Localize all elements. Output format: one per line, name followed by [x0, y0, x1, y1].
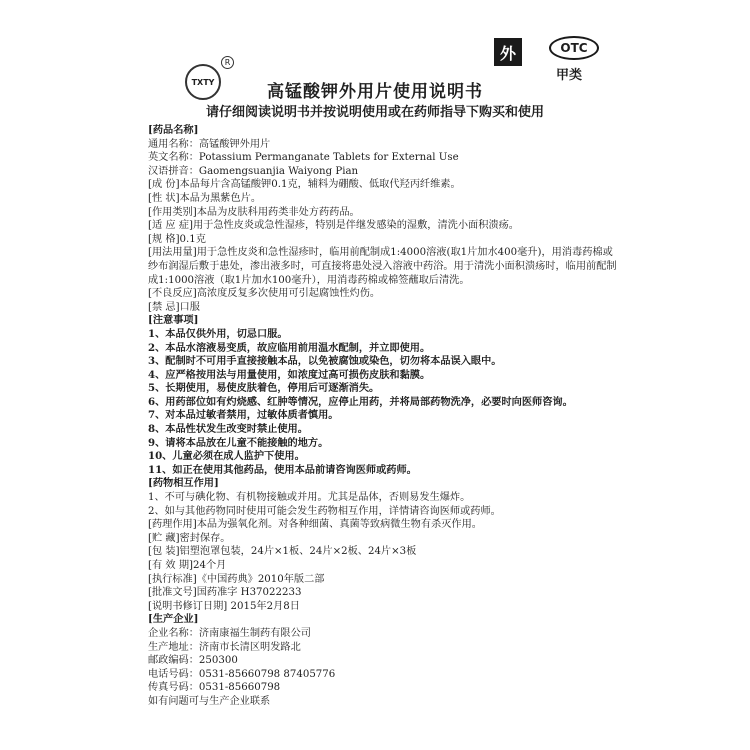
drug-category: [作用类别]本品为皮肤科用药类非处方药药品。: [148, 206, 360, 218]
packaging: [包 装]铝塑泡罩包装，24片×1板、24片×2板、24片×3板: [148, 546, 417, 558]
production-address: 生产地址：济南市长清区明发路北: [148, 641, 301, 653]
validity-period: [有 效 期]24个月: [148, 560, 227, 571]
precaution-item: 6、用药部位如有灼烧感、红肿等情况，应停止用药，并将局部药物洗净，必要时向医师咨询。: [148, 395, 573, 408]
company-name: 企业名称：济南康福生制药有限公司: [148, 627, 311, 639]
precaution-item: 10、儿童必须在成人监护下使用。: [148, 450, 305, 463]
leaflet-body: [148, 124, 618, 709]
interaction-item: 1、不可与碘化物、有机物接触或并用。尤其是晶体，否则易发生爆炸。: [148, 492, 471, 504]
pharmacology: [药理作用]本品为强氧化剂。对各种细菌、真菌等致病微生物有杀灭作用。: [148, 519, 482, 531]
usage-warning: 请仔细阅读说明书并按说明使用或在药师指导下购买和使用: [205, 105, 544, 120]
precaution-item: 1、本品仅供外用，切忌口服。: [148, 327, 288, 340]
otc-badge: OTC: [549, 36, 599, 60]
precaution-item: 4、应严格按用法与用量使用，如浓度过高可损伤皮肤和黏膜。: [148, 368, 431, 381]
approval-number: [批准文号]国药准字 H37022233: [148, 587, 302, 599]
appearance: [性 状]本品为黑紫色片。: [148, 192, 262, 204]
pinyin-name: 汉语拼音：Gaomengsuanjia Waiyong Pian: [148, 165, 359, 177]
standard: [执行标准]《中国药典》2010年版二部: [148, 573, 325, 585]
contact-note: 如有问题可与生产企业联系: [148, 695, 271, 707]
precaution-item: 5、长期使用，易使皮肤着色，停用后可逐渐消失。: [148, 382, 380, 395]
company-logo: TXTY: [185, 64, 221, 100]
postal-code: 邮政编码：250300: [148, 655, 238, 667]
fax-number: 传真号码：0531-85660798: [148, 682, 281, 694]
precaution-item: 7、对本品过敏者禁用，过敏体质者慎用。: [148, 409, 339, 422]
revision-date: [说明书修订日期] 2015年2月8日: [148, 600, 300, 612]
otc-class-label: 甲类: [556, 68, 583, 83]
section-heading-manufacturer: [生产企业]: [148, 613, 199, 626]
external-use-badge: 外: [494, 38, 522, 66]
section-heading-drug-name: [药品名称]: [148, 124, 199, 136]
adverse-reactions: [不良反应]高浓度反复多次使用可引起腐蚀性灼伤。: [148, 288, 381, 300]
precaution-item: 8、本品性状发生改变时禁止使用。: [148, 423, 308, 436]
registered-mark-icon: R: [221, 56, 234, 69]
phone-number: 电话号码：0531-85660798 87405776: [148, 668, 336, 680]
document-title: 高锰酸钾外用片使用说明书: [267, 82, 483, 102]
usage-dosage: [用法用量]用于急性皮炎和急性湿疹时，临用前配制成1:4000溶液(取1片加水400毫升)，用消毒药棉或纱布润湿后敷于患处，渗出液多时，可直接将患处浸入溶液中药浴。用于清洗小面积溃疡时，临用前配制成1:1000溶液（取1片加水100毫升），用消毒药棉或棉签蘸取后清洗。: [148, 247, 617, 286]
precaution-item: 11、如正在使用其他药品，使用本品前请咨询医师或药师。: [148, 463, 417, 476]
contraindications: [禁 忌]口服: [148, 301, 200, 313]
generic-name: 通用名称：高锰酸钾外用片: [148, 138, 271, 150]
specification: [规 格]0.1克: [148, 233, 206, 245]
precaution-item: 3、配制时不可用手直接接触本品，以免被腐蚀或染色，切勿将本品误入眼中。: [148, 355, 502, 368]
english-name: 英文名称：Potassium Permanganate Tablets for External Use: [148, 152, 459, 164]
composition: [成 份]本品每片含高锰酸钾0.1克，辅料为硼酸、低取代羟丙纤维素。: [148, 179, 461, 191]
interaction-item: 2、如与其他药物同时使用可能会发生药物相互作用，详情请咨询医师或药师。: [148, 505, 501, 517]
section-heading-precautions: [注意事项]: [148, 314, 199, 327]
precaution-item: 2、本品水溶液易变质，故应临用前用温水配制，并立即使用。: [148, 341, 431, 354]
storage: [贮 藏]密封保存。: [148, 532, 231, 544]
precaution-item: 9、请将本品放在儿童不能接触的地方。: [148, 436, 329, 449]
indications: [适 应 症]用于急性皮炎或急性湿疹，特别是伴继发感染的湿敷，清洗小面积溃疡。: [148, 220, 519, 232]
section-heading-interactions: [药物相互作用]: [148, 477, 219, 490]
